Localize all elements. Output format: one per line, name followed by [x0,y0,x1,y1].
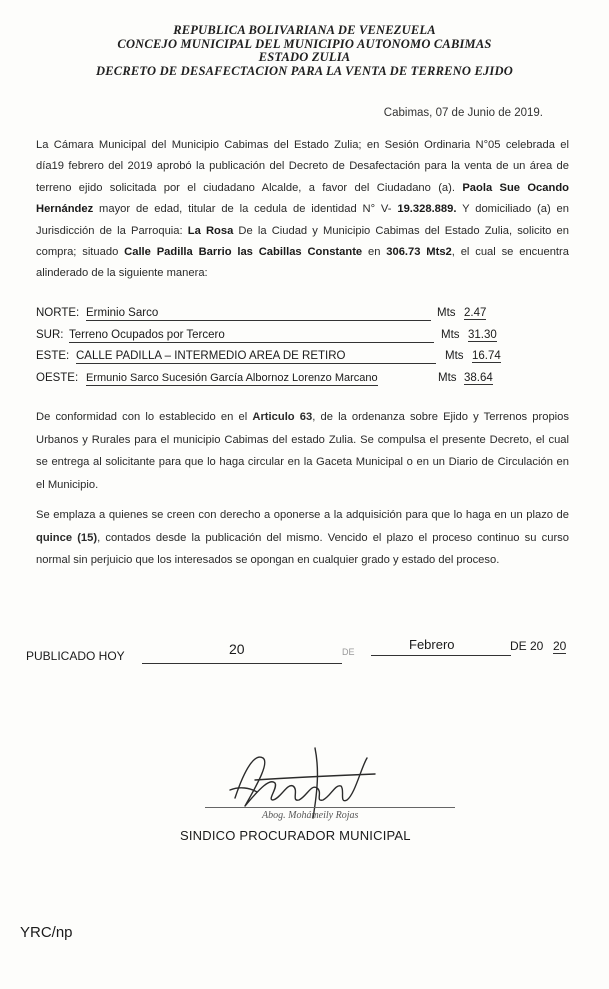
boundary-value: CALLE PADILLA – INTERMEDIO AREA DE RETIRO [76,350,436,364]
parish-name: La Rosa [187,224,234,237]
header-state: ESTADO ZULIA [258,50,351,64]
paragraph-intro [36,135,569,285]
boundary-value: Erminio Sarco [86,307,431,321]
signature-line [205,807,455,808]
boundary-label: ESTE: [36,350,70,362]
publication-year-prefix: DE 20 [510,639,544,653]
publication-de: DE [342,647,355,657]
summons-text-2: , contados desde la publicación del mismo. Vencido el plazo el proceso continuo su curso normal sin perjuicio que los interesados se opongan en cualquier grado y estado del proceso. [36,531,569,566]
boundary-mts: Mts [445,350,464,362]
term-days: quince (15) [36,531,98,544]
paragraph-legal-basis [36,406,569,496]
citizen-name: Paola Sue Ocando Hernández [36,181,570,216]
boundary-mts: Mts [441,329,460,341]
reference-initials: YRC/np [20,924,73,941]
boundary-east [36,350,526,368]
publication-day: 20 [229,641,245,657]
boundary-label: NORTE: [36,307,80,319]
signatory-name: Abog. Mohámeily Rojas [262,810,359,821]
publication-label: PUBLICADO HOY [26,649,125,663]
document-date: Cabimas, 07 de Junio de 2019. [383,107,543,119]
boundary-label: OESTE: [36,372,79,384]
citizen-id: 19.328.889. [397,203,457,216]
boundary-mts: Mts [438,372,457,384]
publication-day-line [142,663,342,664]
publication-month-line [371,655,511,656]
boundary-length: 2.47 [464,307,487,319]
legal-text-1: De conformidad con lo establecido en el [36,411,253,423]
article-reference: Articulo 63 [252,411,313,423]
boundary-value: Terreno Ocupados por Tercero [69,329,434,343]
boundary-length: 38.64 [464,372,493,384]
intro-text-2: mayor de edad, titular de la cedula de identidad N° V- [93,203,398,216]
legal-text-2: , de la ordenanza sobre Ejido y Terrenos propios Urbanos y Rurales para el municipio Cabimas del estado Zulia. Se compulsa el presente Decreto, el cual se entrega al solicitante para que lo haga circular en la Gaceta Municipal o en un Diario de Circulación en el Municipio. [36,411,569,491]
boundary-mts: Mts [437,307,456,319]
paragraph-summons [36,504,569,572]
boundary-length: 31.30 [468,329,497,341]
intro-text-6: , el cual se encuentra alinderado de la siguiente manera: [36,246,569,280]
boundary-south [36,329,526,347]
intro-text-5: en [362,246,387,259]
summons-text-1: Se emplaza a quienes se creen con derecho a oponerse a la adquisición para que lo haga en un plazo de [36,509,569,521]
signatory-role: SINDICO PROCURADOR MUNICIPAL [180,828,411,843]
boundary-value: Ermunio Sarco Sucesión García Albornoz Lorenzo Marcano [86,372,378,384]
boundary-west [36,372,526,390]
boundary-length: 16.74 [472,350,501,362]
boundary-label: SUR: [36,329,64,341]
publication-line [26,637,586,667]
property-address: Calle Padilla Barrio las Cabillas Constante [124,246,363,259]
publication-month: Febrero [409,637,455,652]
intro-text-1: La Cámara Municipal del Municipio Cabimas del Estado Zulia; en Sesión Ordinaria N°05 celebrada el día19 febrero del 2019 aprobó la publicación del Decreto de Desafectación para la venta de un área de terreno ejido solicitada por el ciudadano Alcalde, a favor del Ciudadano (a). [36,139,569,194]
publication-year-suffix: 20 [553,639,567,653]
document-header [0,24,609,78]
header-council: CONCEJO MUNICIPAL DEL MUNICIPIO AUTONOMO CABIMAS [117,36,492,51]
intro-text-4: De la Ciudad y Municipio Cabimas del Estado Zulia, solicito en compra; situado [36,224,569,259]
boundary-north [36,307,526,325]
property-area: 306.73 Mts2 [386,246,452,259]
intro-text-3: Y domiciliado (a) en Jurisdicción de la Parroquia: [36,203,569,237]
header-republic: REPUBLICA BOLIVARIANA DE VENEZUELA [173,23,436,37]
header-decree-title: DECRETO DE DESAFECTACION PARA LA VENTA DE TERRENO EJIDO [96,63,513,78]
